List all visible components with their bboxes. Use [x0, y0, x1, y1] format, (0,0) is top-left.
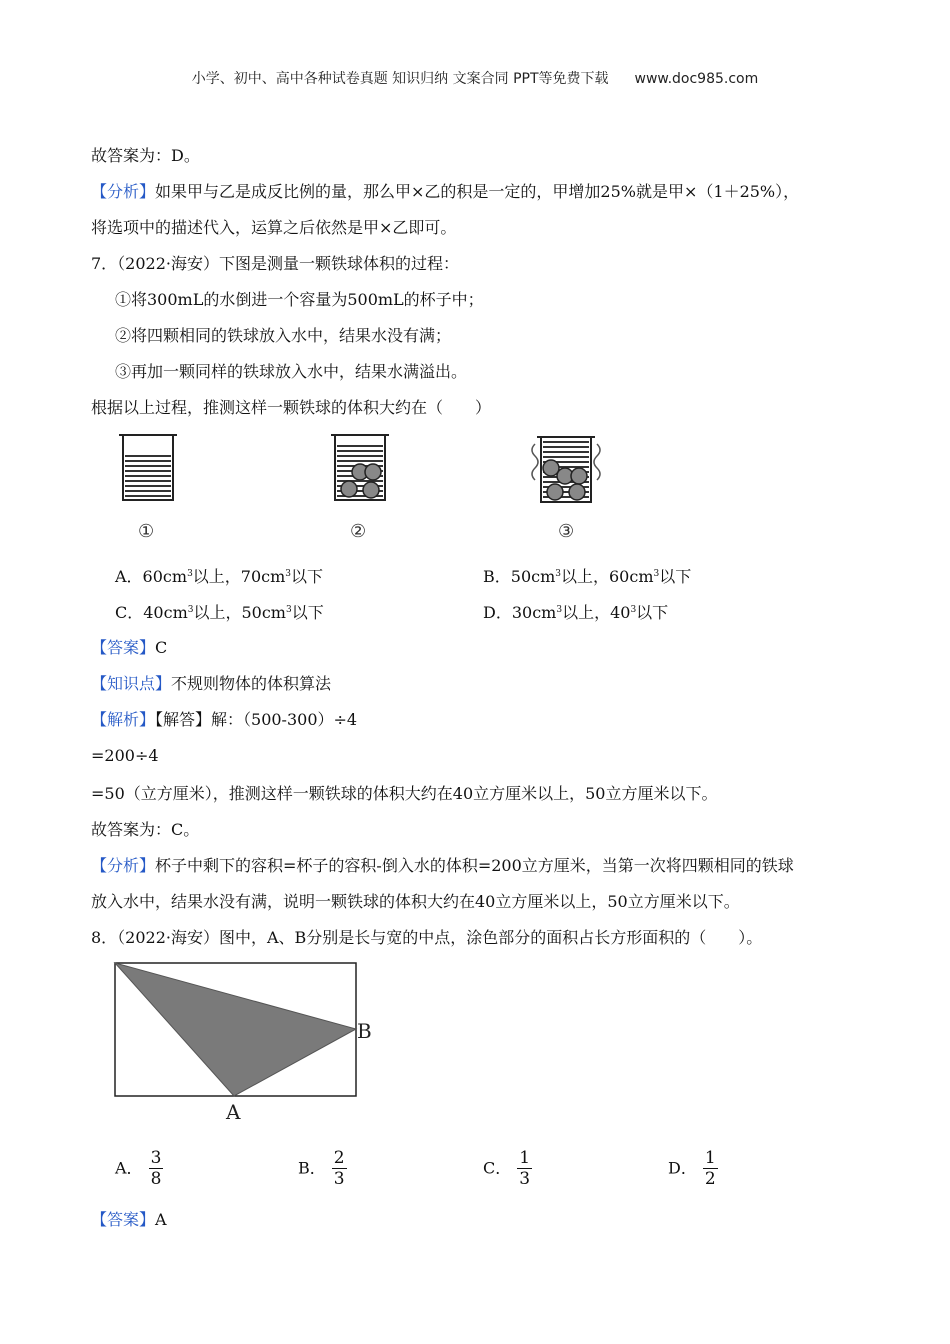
q8-option-a: A． $\frac{3}{8}$	[115, 1148, 162, 1189]
q8-answer: 【答案】A	[91, 1210, 167, 1229]
q8-option-c: C． $\frac{1}{3}$	[483, 1148, 531, 1189]
rectangle-figure	[110, 958, 380, 1128]
header-text: 小学、初中、高中各种试卷真题 知识归纳 文案合同 PPT等免费下载	[191, 71, 609, 87]
figure-label-1: ①	[138, 521, 155, 542]
q7-option-c: C．$40cm^3$以上，$50cm^3$以下	[115, 603, 324, 622]
q6-analysis-1: 【分析】如果甲与乙是成反比例的量，那么甲×乙的积是一定的，甲增加25%就是甲×（1＋25%），	[91, 182, 800, 201]
q6-analysis-2: 将选项中的描述代入，运算之后依然是甲×乙即可。	[91, 218, 457, 237]
q7-solution-3: =50（立方厘米），推测这样一颗铁球的体积大约在40立方厘米以上，50立方厘米以下。	[91, 784, 718, 803]
beaker-figure-2	[327, 432, 393, 504]
q7-question: 根据以上过程，推测这样一颗铁球的体积大约在（ ）	[91, 398, 492, 417]
q8-stem: 8．（2022·海安）图中，A、B分别是长与宽的中点，涂色部分的面积占长方形面积的（ ）。	[91, 928, 763, 947]
shaded-triangle	[115, 963, 356, 1096]
point-b-label: B	[357, 1019, 372, 1043]
header-site[interactable]: www.doc985.com	[634, 71, 759, 87]
q7-analysis-1: 【分析】杯子中剩下的容积=杯子的容积-倒入水的体积=200立方厘米，当第一次将四颗相同的铁球	[91, 856, 794, 875]
q8-option-b: B． $\frac{2}{3}$	[298, 1148, 345, 1189]
analysis-tag: 【分析】	[91, 182, 156, 201]
q7-analysis-2: 放入水中，结果水没有满，说明一颗铁球的体积大约在40立方厘米以上，50立方厘米以下。	[91, 892, 740, 911]
q6-answer-line: 故答案为：D。	[91, 146, 200, 165]
page-header	[0, 68, 950, 88]
q7-step-3: ③再加一颗同样的铁球放入水中，结果水满溢出。	[115, 362, 468, 381]
q7-stem: 7．（2022·海安）下图是测量一颗铁球体积的过程：	[91, 254, 459, 273]
beaker-figure-1	[115, 432, 181, 504]
q8-option-d: D． $\frac{1}{2}$	[668, 1148, 716, 1189]
q7-option-b: B．$50cm^3$以上，$60cm^3$以下	[483, 567, 692, 586]
q7-option-a: A．$60cm^3$以上，$70cm^3$以下	[115, 567, 324, 586]
q7-solution-2: =200÷4	[91, 746, 159, 765]
figure-label-3: ③	[558, 521, 575, 542]
q7-answer: 【答案】C	[91, 638, 168, 657]
beaker-figure-3	[527, 432, 605, 506]
q7-step-1: ①将300mL的水倒进一个容量为500mL的杯子中；	[115, 290, 484, 309]
q7-knowledge: 【知识点】不规则物体的体积算法	[91, 674, 332, 693]
q7-option-d: D．$30cm^3$以上，$40^3$以下	[483, 603, 669, 622]
q7-step-2: ②将四颗相同的铁球放入水中，结果水没有满；	[115, 326, 452, 345]
q7-solution-1: 【解析】【解答】解：（500-300）÷4	[91, 710, 358, 729]
point-a-label: A	[226, 1100, 241, 1124]
figure-label-2: ②	[350, 521, 367, 542]
q7-answer-line: 故答案为：C。	[91, 820, 200, 839]
